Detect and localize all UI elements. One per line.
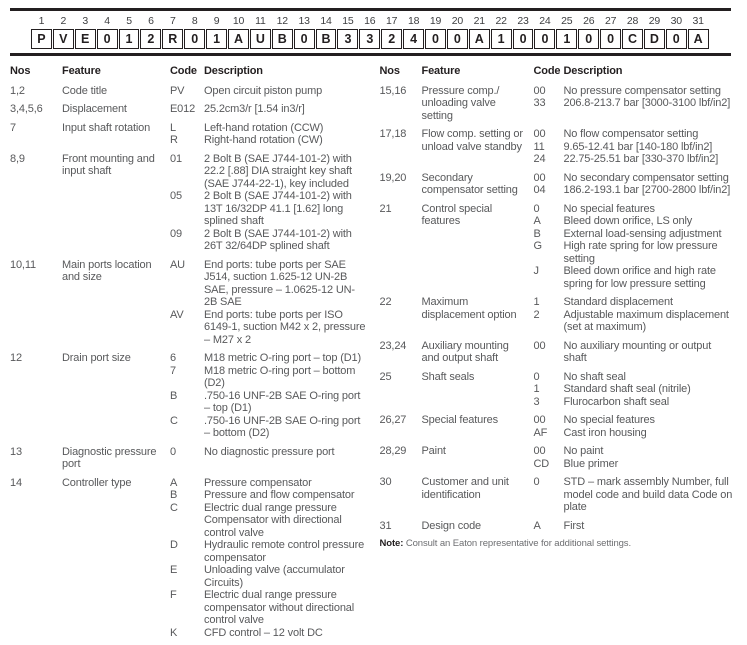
code-character-box: 1	[556, 29, 577, 49]
code-entry	[534, 153, 740, 166]
code-entry	[534, 371, 740, 384]
table-row	[10, 122, 368, 147]
code-character-box: 0	[578, 29, 599, 49]
entry-code: 05	[170, 190, 182, 202]
entry-code: K	[170, 626, 178, 639]
code-entry	[534, 520, 740, 533]
entry-description: 9.65-12.41 bar [140-180 lbf/in2]	[563, 140, 713, 153]
row-entries	[170, 122, 368, 147]
row-nos: 10,11	[10, 258, 36, 271]
row-entries	[170, 446, 368, 471]
position-number: 2	[60, 15, 67, 27]
table-row	[380, 85, 740, 123]
code-entry	[534, 85, 740, 98]
entry-code: J	[533, 265, 539, 277]
table-row	[10, 259, 368, 347]
row-nos: 22	[379, 296, 392, 308]
code-entry	[170, 259, 368, 309]
code-character-box: 0	[447, 29, 468, 49]
entry-description: External load-sensing adjustment	[563, 227, 722, 240]
code-entry	[170, 153, 368, 191]
code-character-box: U	[250, 29, 271, 49]
entry-description: Standard shaft seal (nitrile)	[563, 383, 691, 395]
row-feature: Paint	[421, 445, 446, 457]
entry-description: Pressure and flow compensator	[204, 489, 355, 501]
entry-description: M18 metric O-ring port – bottom (D2)	[204, 364, 356, 389]
row-feature: Shaft seals	[421, 370, 475, 383]
code-character-box: 1	[491, 29, 512, 49]
entry-code: 7	[170, 364, 176, 377]
entry-description: 2 Bolt B (SAE J744-101-2) with 22.2 [.88] DIA straight key shaft (SAE J744-22-1), key included	[204, 152, 352, 190]
entry-description: No secondary compensator setting	[563, 171, 729, 184]
position-number: 4	[104, 15, 110, 27]
table-row	[380, 371, 740, 409]
code-breakdown-tables	[10, 65, 739, 645]
position-number: 17	[386, 15, 398, 27]
code-character-box: 0	[425, 29, 446, 49]
code-character-box: 0	[294, 29, 315, 49]
position-number: 24	[539, 15, 551, 27]
entry-description: Bleed down orifice and high rate spring for low pressure setting	[563, 265, 716, 290]
entry-description: No paint	[563, 445, 604, 457]
entry-description: Standard displacement	[563, 296, 673, 308]
table-row	[10, 85, 368, 98]
row-nos: 25	[379, 370, 392, 383]
note-label: Note:	[379, 538, 404, 549]
code-character-box: R	[162, 29, 183, 49]
row-feature: Design code	[421, 519, 481, 532]
code-character-box: 0	[513, 29, 534, 49]
entry-code: E012	[170, 103, 196, 115]
footnote	[380, 538, 740, 550]
code-entry	[170, 446, 368, 459]
table-row	[10, 446, 368, 471]
code-character-box: 0	[534, 29, 555, 49]
code-entry	[534, 97, 740, 110]
code-character-box: P	[31, 29, 52, 49]
position-number: 31	[692, 15, 704, 27]
code-character-box: D	[644, 29, 665, 49]
entry-code: 00	[533, 84, 546, 97]
entry-code: B	[170, 389, 178, 402]
position-number: 14	[320, 15, 332, 27]
row-entries	[534, 340, 740, 365]
header-entries	[534, 65, 740, 78]
entry-code: 00	[533, 445, 546, 457]
position-number: 3	[82, 15, 89, 27]
entry-code: 01	[170, 152, 182, 165]
entry-description: Hydraulic remote control pressure compensator	[204, 539, 365, 564]
table-row	[380, 172, 740, 197]
entry-description: Cast iron housing	[563, 426, 647, 439]
entry-description: Right-hand rotation (CW)	[204, 134, 323, 146]
entry-code: 2	[533, 308, 540, 321]
entry-code: 11	[533, 140, 545, 153]
entry-description: No special features	[563, 414, 655, 426]
row-entries	[534, 520, 740, 533]
row-nos: 31	[379, 519, 392, 532]
position-number: 25	[561, 15, 573, 27]
code-entry	[170, 589, 368, 627]
col-header-nos: Nos	[379, 65, 400, 77]
entry-code: A	[170, 476, 178, 489]
entry-description: Electric dual range pressure compensator without directional control valve	[204, 589, 355, 626]
col-header-nos: Nos	[10, 65, 31, 77]
row-nos: 17,18	[379, 128, 407, 140]
col-header-feature: Feature	[62, 65, 101, 77]
entry-description: 22.75-25.51 bar [330-370 lbf/in2]	[563, 153, 719, 165]
row-entries	[534, 128, 740, 166]
entry-code: G	[533, 240, 542, 252]
entry-code: AU	[170, 258, 185, 271]
table-header-row	[380, 65, 740, 78]
table-header-row	[10, 65, 368, 78]
entry-code: L	[170, 121, 176, 134]
code-character-box: 1	[206, 29, 227, 49]
position-number: 27	[604, 15, 617, 27]
entry-code: 00	[533, 171, 546, 184]
entry-description: 2 Bolt B (SAE J744-101-2) with 26T 32/64DP splined shaft	[204, 227, 352, 252]
code-entry	[170, 134, 368, 147]
position-numbers-row	[31, 14, 713, 28]
row-entries	[534, 476, 740, 514]
code-entry	[170, 103, 368, 116]
code-entry	[534, 265, 740, 290]
position-number: 29	[648, 15, 661, 27]
position-number: 6	[148, 15, 154, 27]
entry-description: No flow compensator setting	[563, 128, 699, 140]
position-number: 13	[298, 15, 310, 27]
entry-code: 1	[533, 383, 540, 395]
code-character-box: 0	[184, 29, 205, 49]
row-nos: 30	[379, 476, 392, 488]
header-bottom-rule	[10, 53, 731, 56]
entry-code: R	[170, 134, 178, 146]
entry-description: No special features	[563, 202, 655, 215]
row-feature: Customer and unit identification	[421, 476, 509, 501]
row-nos: 1,2	[10, 84, 25, 97]
code-entry	[170, 415, 368, 440]
table-row	[380, 203, 740, 291]
entry-description: First	[563, 519, 585, 532]
code-character-box: 0	[600, 29, 621, 49]
header-entry	[534, 65, 740, 78]
entry-code: A	[533, 215, 541, 227]
code-character-box: 2	[140, 29, 161, 49]
code-character-box: 0	[666, 29, 687, 49]
code-character-box: 3	[337, 29, 358, 49]
row-entries	[170, 477, 368, 640]
code-entry	[534, 427, 740, 440]
code-character-box: A	[228, 29, 249, 49]
entry-description: Left-hand rotation (CCW)	[204, 121, 324, 134]
entry-code: D	[170, 539, 178, 551]
row-nos: 8,9	[10, 152, 25, 165]
position-number: 23	[517, 15, 529, 27]
entry-description: 186.2-193.1 bar [2700-2800 lbf/in2]	[563, 184, 731, 196]
row-feature: Pressure comp./ unloading valve setting	[421, 84, 500, 122]
code-entry	[170, 228, 368, 253]
code-entry	[170, 309, 368, 347]
code-entry	[534, 414, 740, 427]
row-feature: Diagnostic pressure port	[62, 445, 157, 470]
entry-code: 0	[170, 445, 176, 458]
position-number: 10	[232, 15, 245, 27]
row-entries	[534, 414, 740, 439]
col-header-description: Description	[204, 65, 263, 77]
code-entry	[534, 458, 740, 471]
row-feature: Controller type	[62, 476, 132, 489]
code-entry	[534, 396, 740, 409]
position-number: 19	[429, 15, 442, 27]
col-header-feature: Feature	[421, 65, 461, 77]
entry-code: 1	[533, 296, 540, 308]
entry-code: 3	[533, 395, 540, 408]
code-character-box: 0	[97, 29, 118, 49]
row-entries	[534, 445, 740, 470]
right-table-wrap	[380, 65, 740, 645]
entry-code: 00	[533, 128, 546, 140]
code-character-box: V	[53, 29, 74, 49]
code-entry	[170, 352, 368, 365]
entry-description: No diagnostic pressure port	[204, 445, 335, 458]
row-feature: Front mounting and input shaft	[62, 152, 155, 177]
row-entries	[170, 103, 368, 116]
entry-description: .750-16 UNF-2B SAE O-ring port – top (D1)	[204, 389, 361, 414]
row-feature: Drain port size	[62, 352, 131, 364]
position-number: 11	[255, 15, 266, 27]
row-nos: 12	[10, 352, 22, 364]
code-entry	[170, 627, 368, 640]
entry-code: AF	[533, 426, 548, 439]
table-row	[380, 476, 740, 514]
row-nos: 23,24	[379, 339, 407, 352]
code-character-box: E	[75, 29, 96, 49]
table-row	[380, 340, 740, 365]
code-entry	[534, 228, 740, 241]
entry-code: E	[170, 564, 178, 576]
note-text: Consult an Eaton representative for additional settings.	[403, 538, 631, 549]
row-entries	[170, 259, 368, 347]
row-entries	[170, 85, 368, 98]
top-rule	[10, 8, 731, 11]
entry-code: 0	[533, 370, 540, 383]
row-feature: Input shaft rotation	[62, 121, 151, 134]
code-character-box: 1	[119, 29, 140, 49]
entry-code: 09	[170, 227, 182, 240]
entry-code: 00	[533, 339, 546, 352]
row-entries	[534, 172, 740, 197]
entry-description: 2 Bolt B (SAE J744-101-2) with 13T 16/32DP 41.1 [1.62] long splined shaft	[204, 190, 352, 227]
code-entry	[170, 122, 368, 135]
entry-description: Blue primer	[563, 457, 619, 470]
position-number: 7	[169, 15, 176, 27]
header-entry	[170, 65, 368, 78]
row-entries	[534, 203, 740, 291]
entry-code: A	[533, 519, 541, 532]
col-header-code: Code	[170, 65, 197, 77]
row-feature: Flow comp. setting or unload valve standby	[421, 128, 523, 153]
table-row	[380, 296, 740, 334]
row-feature: Maximum displacement option	[421, 296, 517, 321]
code-character-box: A	[469, 29, 490, 49]
code-entry	[534, 476, 740, 514]
position-number: 16	[364, 15, 376, 27]
entry-code: C	[170, 414, 178, 427]
code-entry	[534, 141, 740, 154]
table-row	[380, 128, 740, 166]
row-nos: 14	[10, 476, 22, 489]
row-nos: 26,27	[379, 414, 407, 426]
code-character-box: A	[688, 29, 709, 49]
entry-description: CFD control – 12 volt DC	[204, 626, 323, 639]
code-entry	[534, 383, 740, 396]
entry-code: 0	[533, 202, 540, 215]
header-entries	[170, 65, 368, 78]
entry-code: 24	[533, 153, 546, 165]
row-nos: 3,4,5,6	[10, 103, 43, 115]
entry-code: CD	[533, 457, 550, 470]
left-table	[10, 65, 368, 645]
position-number: 8	[191, 15, 198, 27]
row-nos: 19,20	[379, 171, 407, 184]
entry-description: No shaft seal	[563, 370, 626, 383]
entry-code: 0	[533, 476, 540, 488]
code-entry	[534, 340, 740, 365]
entry-description: Electric dual range pressure Compensator with directional control valve	[204, 501, 342, 539]
position-number: 5	[126, 15, 132, 27]
entry-description: Unloading valve (accumulator Circuits)	[204, 564, 345, 589]
code-entry	[170, 502, 368, 540]
col-header-description: Description	[563, 65, 623, 77]
position-number: 15	[342, 15, 354, 27]
row-entries	[170, 352, 368, 440]
code-entry	[170, 85, 368, 98]
code-character-box: 2	[381, 29, 402, 49]
entry-description: 206.8-213.7 bar [3000-3100 lbf/in2]	[563, 97, 731, 109]
model-code-boxes-row	[31, 29, 713, 49]
table-row	[10, 477, 368, 640]
position-number: 26	[583, 15, 595, 27]
code-entry	[534, 445, 740, 458]
entry-code: B	[170, 489, 178, 501]
row-nos: 15,16	[379, 84, 407, 97]
row-feature: Auxiliary mounting and output shaft	[421, 339, 509, 364]
entry-description: Adjustable maximum displacement (set at maximum)	[563, 308, 729, 333]
row-feature: Special features	[421, 414, 498, 426]
table-row	[380, 520, 740, 533]
entry-description: 25.2cm3/r [1.54 in3/r]	[204, 103, 305, 115]
code-character-box: 3	[359, 29, 380, 49]
code-entry	[534, 296, 740, 309]
code-entry	[170, 190, 368, 228]
row-nos: 21	[379, 202, 392, 215]
row-feature: Secondary compensator setting	[421, 171, 518, 196]
entry-description: Bleed down orifice, LS only	[563, 215, 693, 227]
entry-description: End ports: tube ports per SAE J514, suction 1.625-12 UN-2B SAE, pressure – 1.0625-12 UN-2B SAE	[204, 258, 355, 308]
code-entry	[170, 489, 368, 502]
code-entry	[534, 172, 740, 185]
entry-code: 04	[533, 184, 546, 196]
row-entries	[534, 296, 740, 334]
table-row	[10, 103, 368, 116]
row-feature: Main ports location and size	[62, 258, 152, 283]
row-entries	[534, 85, 740, 123]
code-entry	[170, 477, 368, 490]
entry-code: PV	[170, 84, 185, 97]
position-number: 1	[38, 15, 45, 27]
code-entry	[534, 184, 740, 197]
position-number: 30	[670, 15, 682, 27]
entry-code: C	[170, 501, 178, 514]
row-feature: Displacement	[62, 103, 127, 115]
code-character-box: C	[622, 29, 643, 49]
code-character-box: 4	[403, 29, 424, 49]
row-feature: Code title	[62, 84, 107, 97]
code-entry	[170, 365, 368, 390]
row-entries	[170, 153, 368, 253]
position-number: 18	[407, 15, 420, 27]
row-nos: 13	[10, 445, 22, 458]
position-number: 28	[626, 15, 639, 27]
code-entry	[170, 390, 368, 415]
table-row	[10, 352, 368, 440]
position-number: 22	[495, 15, 507, 27]
position-number: 9	[213, 15, 220, 27]
entry-code: 33	[533, 97, 546, 109]
entry-code: F	[170, 589, 177, 601]
entry-description: No auxiliary mounting or output shaft	[563, 339, 712, 364]
right-table	[380, 65, 740, 532]
position-number: 20	[451, 15, 463, 27]
entry-description: Open circuit piston pump	[204, 84, 323, 97]
code-entry	[170, 564, 368, 589]
col-header-code: Code	[533, 65, 561, 77]
entry-description: No pressure compensator setting	[563, 84, 721, 97]
code-character-box: B	[272, 29, 293, 49]
entry-code: B	[533, 227, 541, 240]
entry-description: M18 metric O-ring port – top (D1)	[204, 352, 362, 364]
table-row	[10, 153, 368, 253]
code-entry	[534, 309, 740, 334]
position-number: 12	[276, 15, 288, 27]
entry-description: Flurocarbon shaft seal	[563, 395, 670, 408]
table-row	[380, 414, 740, 439]
code-entry	[534, 240, 740, 265]
code-character-box: B	[316, 29, 337, 49]
row-nos: 7	[10, 121, 16, 134]
entry-description: .750-16 UNF-2B SAE O-ring port – bottom (D2)	[204, 414, 361, 439]
code-entry	[534, 203, 740, 216]
row-feature: Control special features	[421, 202, 493, 227]
entry-description: High rate spring for low pressure setting	[563, 240, 718, 265]
entry-description: Pressure compensator	[204, 476, 312, 489]
entry-code: 00	[533, 414, 546, 426]
entry-code: 6	[170, 352, 176, 364]
position-number: 21	[473, 15, 485, 27]
code-entry	[534, 128, 740, 141]
entry-description: End ports: tube ports per ISO 6149-1, suction M42 x 2, pressure – M27 x 2	[204, 308, 366, 346]
row-nos: 28,29	[379, 445, 407, 457]
table-row	[380, 445, 740, 470]
code-entry	[170, 539, 368, 564]
entry-code: AV	[170, 308, 184, 321]
entry-description: STD – mark assembly Number, full model code and build data Code on plate	[563, 476, 733, 513]
code-entry	[534, 215, 740, 228]
row-entries	[534, 371, 740, 409]
